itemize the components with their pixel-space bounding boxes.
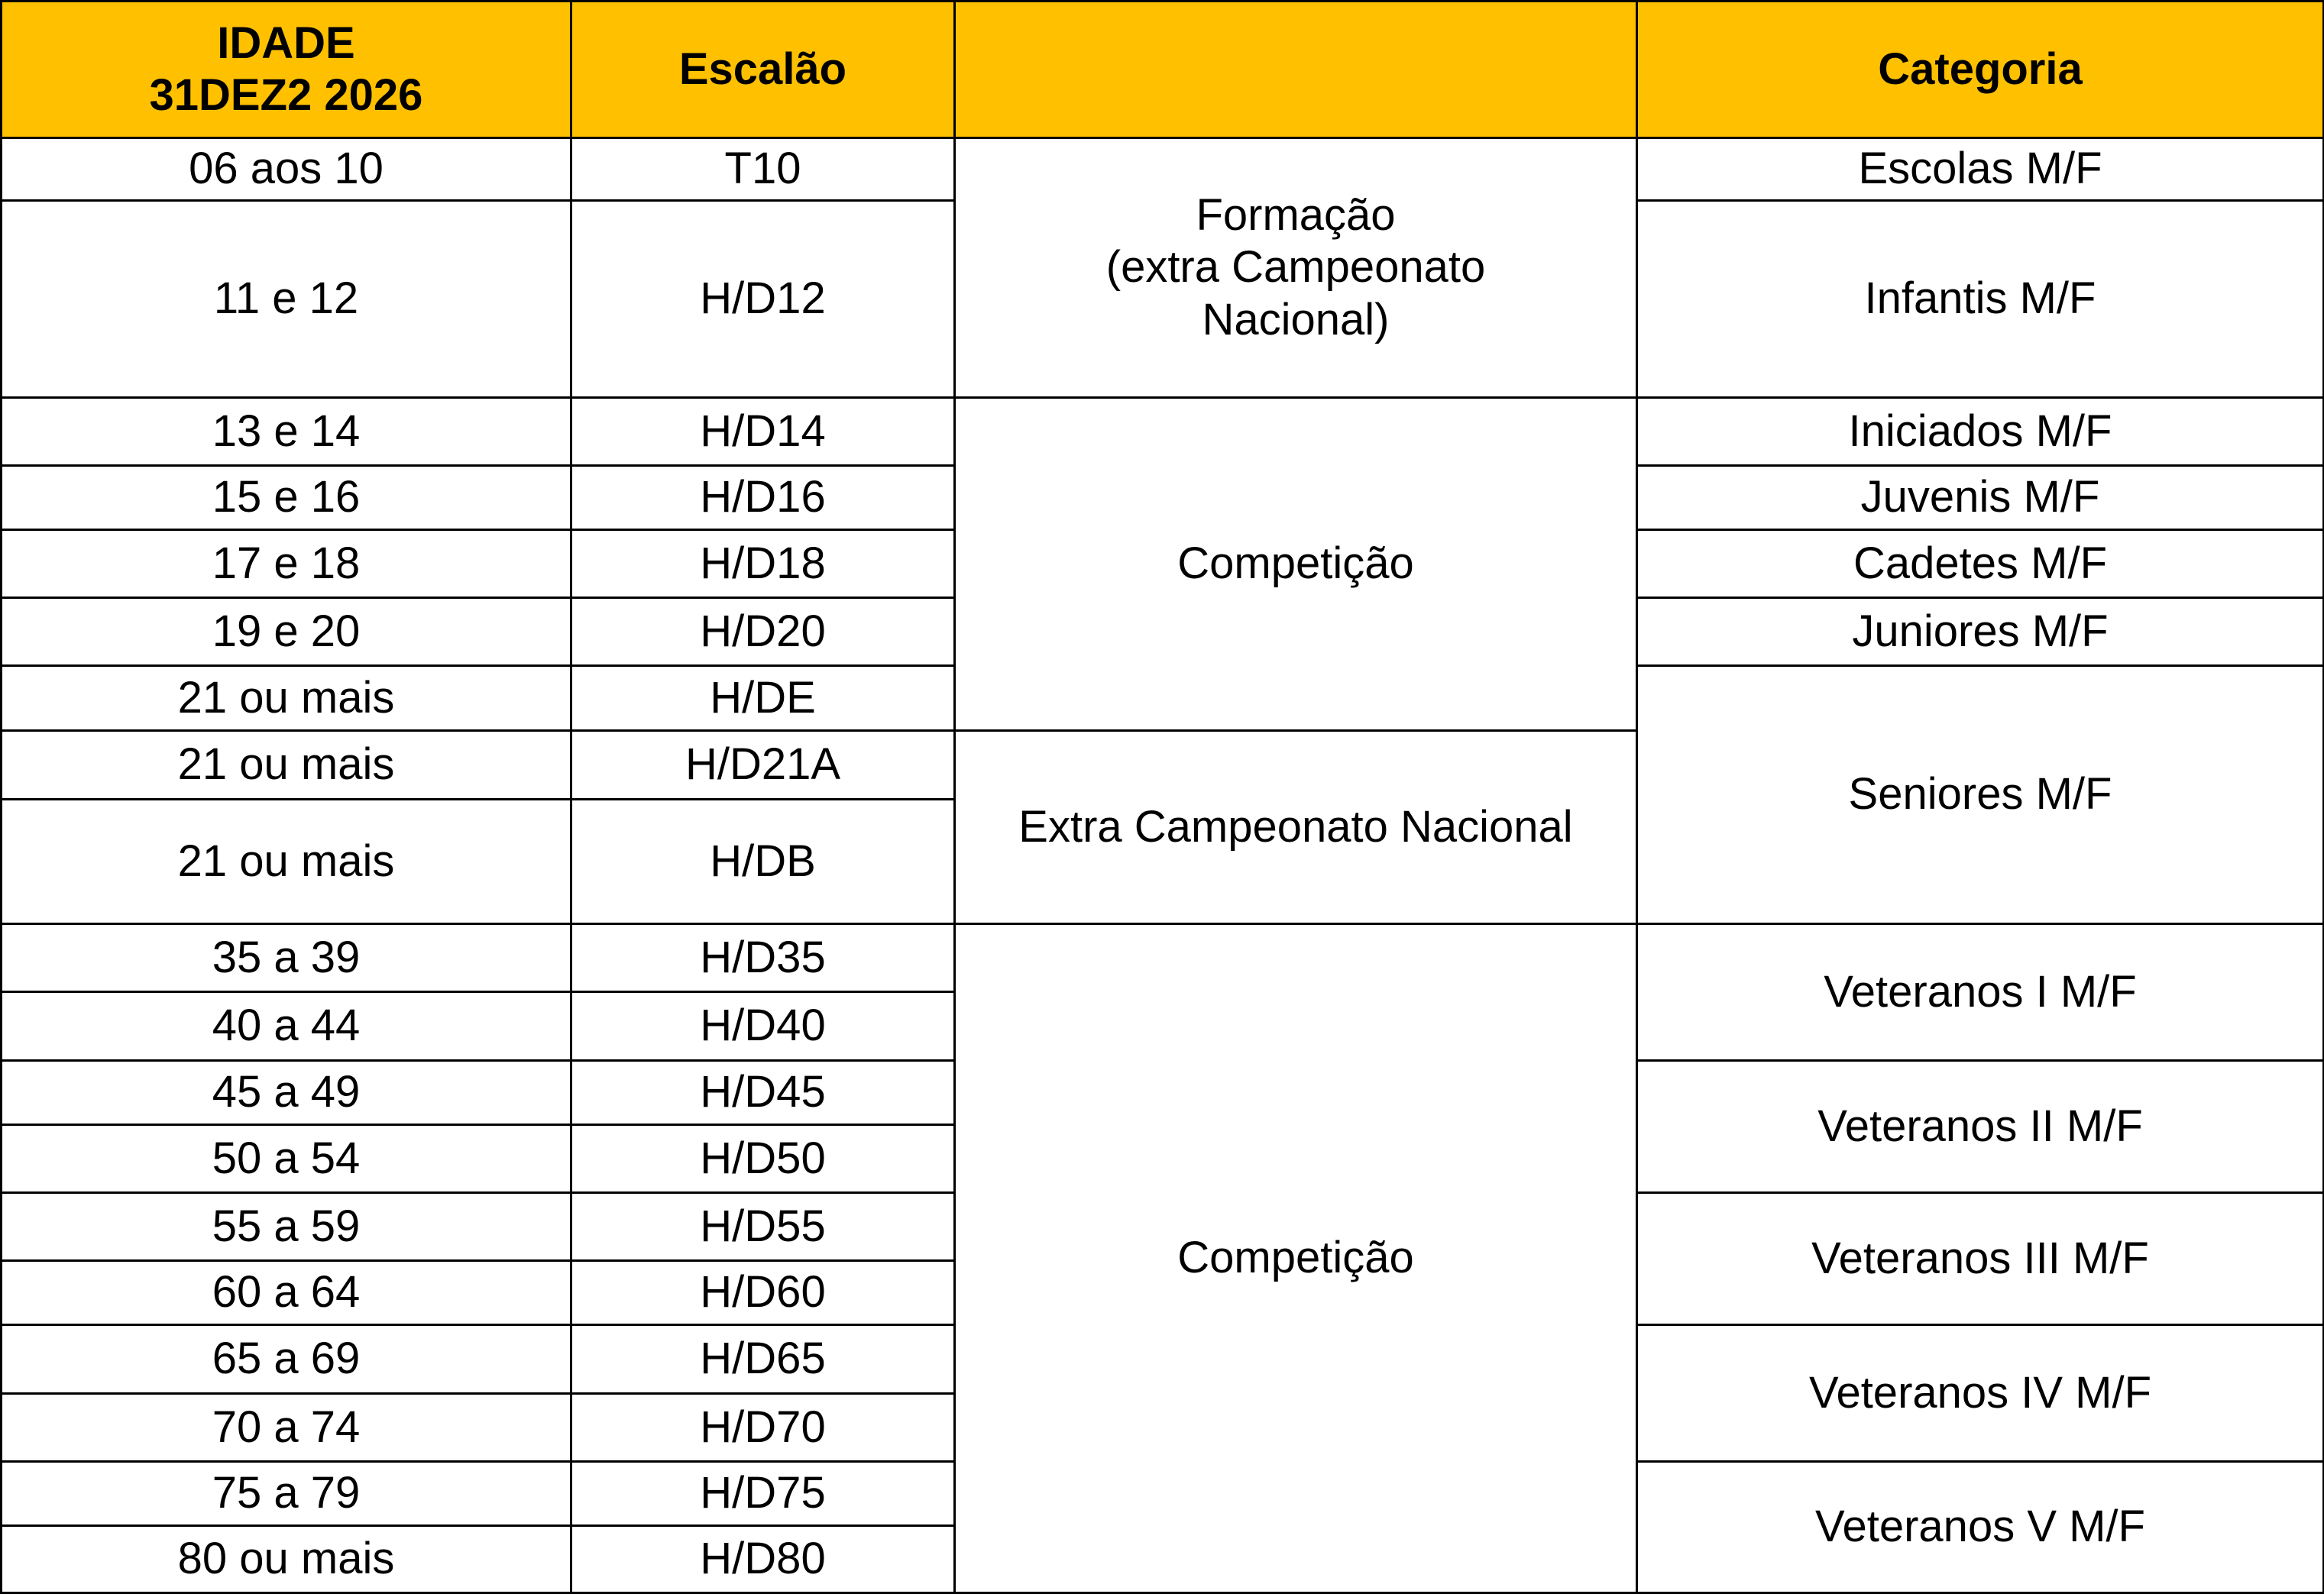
categoria-veteranos-5: Veteranos V M/F [1637, 1462, 2324, 1593]
idade-cell: 75 a 79 [2, 1462, 571, 1526]
idade-cell: 19 e 20 [2, 598, 571, 666]
idade-cell: 65 a 69 [2, 1325, 571, 1394]
header-idade-line2: 31DEZ2 2026 [149, 70, 423, 120]
escalao-cell: H/D45 [571, 1061, 955, 1125]
categoria-infantis: Infantis M/F [1637, 201, 2324, 398]
group-formacao-line3: Nacional) [1202, 294, 1390, 344]
escalao-cell: H/D50 [571, 1125, 955, 1193]
escalao-cell: H/D18 [571, 530, 955, 598]
categoria-juniores: Juniores M/F [1637, 598, 2324, 666]
escalao-cell: H/D21A [571, 731, 955, 800]
table-row [2, 138, 2324, 201]
group-extra: Extra Campeonato Nacional [955, 731, 1637, 924]
escalao-cell: H/D12 [571, 201, 955, 398]
idade-cell: 21 ou mais [2, 731, 571, 800]
group-formacao-line2: (extra Campeonato [1105, 242, 1486, 293]
idade-cell: 55 a 59 [2, 1193, 571, 1261]
idade-cell: 06 aos 10 [2, 138, 571, 201]
idade-cell: 17 e 18 [2, 530, 571, 598]
idade-cell: 13 e 14 [2, 398, 571, 466]
group-competicao-2: Competição [955, 924, 1637, 1593]
escalao-cell: H/D35 [571, 924, 955, 992]
categoria-veteranos-4: Veteranos IV M/F [1637, 1325, 2324, 1462]
categoria-veteranos-3: Veteranos III M/F [1637, 1193, 2324, 1325]
escalao-cell: T10 [571, 138, 955, 201]
idade-cell: 50 a 54 [2, 1125, 571, 1193]
header-idade [2, 2, 571, 138]
idade-cell: 60 a 64 [2, 1261, 571, 1325]
escalao-cell: H/DE [571, 666, 955, 731]
escalao-cell: H/D60 [571, 1261, 955, 1325]
escalao-cell: H/D40 [571, 992, 955, 1061]
idade-cell: 35 a 39 [2, 924, 571, 992]
escalao-cell: H/D16 [571, 466, 955, 530]
group-formacao [955, 138, 1637, 398]
idade-cell: 21 ou mais [2, 800, 571, 924]
idade-cell: 11 e 12 [2, 201, 571, 398]
escalao-cell: H/D75 [571, 1462, 955, 1526]
categoria-seniores: Seniores M/F [1637, 666, 2324, 924]
table-row [2, 398, 2324, 466]
idade-cell: 70 a 74 [2, 1394, 571, 1462]
escalao-cell: H/D55 [571, 1193, 955, 1261]
header-idade-line1: IDADE [217, 18, 355, 68]
escalao-cell: H/D20 [571, 598, 955, 666]
idade-cell: 21 ou mais [2, 666, 571, 731]
categoria-juvenis: Juvenis M/F [1637, 466, 2324, 530]
escalao-cell: H/DB [571, 800, 955, 924]
header-categoria: Categoria [1637, 2, 2324, 138]
escalao-cell: H/D65 [571, 1325, 955, 1394]
categoria-veteranos-2: Veteranos II M/F [1637, 1061, 2324, 1193]
escalao-cell: H/D80 [571, 1526, 955, 1593]
categoria-escolas: Escolas M/F [1637, 138, 2324, 201]
categoria-cadetes: Cadetes M/F [1637, 530, 2324, 598]
categoria-iniciados: Iniciados M/F [1637, 398, 2324, 466]
idade-cell: 15 e 16 [2, 466, 571, 530]
header-escalao: Escalão [571, 2, 955, 138]
escalao-cell: H/D14 [571, 398, 955, 466]
table-row [2, 924, 2324, 992]
group-competicao-1: Competição [955, 398, 1637, 731]
escalao-cell: H/D70 [571, 1394, 955, 1462]
header-row [2, 2, 2324, 138]
group-formacao-line1: Formação [1196, 189, 1396, 240]
header-group [955, 2, 1637, 138]
idade-cell: 40 a 44 [2, 992, 571, 1061]
idade-cell: 80 ou mais [2, 1526, 571, 1593]
idade-cell: 45 a 49 [2, 1061, 571, 1125]
categoria-veteranos-1: Veteranos I M/F [1637, 924, 2324, 1061]
